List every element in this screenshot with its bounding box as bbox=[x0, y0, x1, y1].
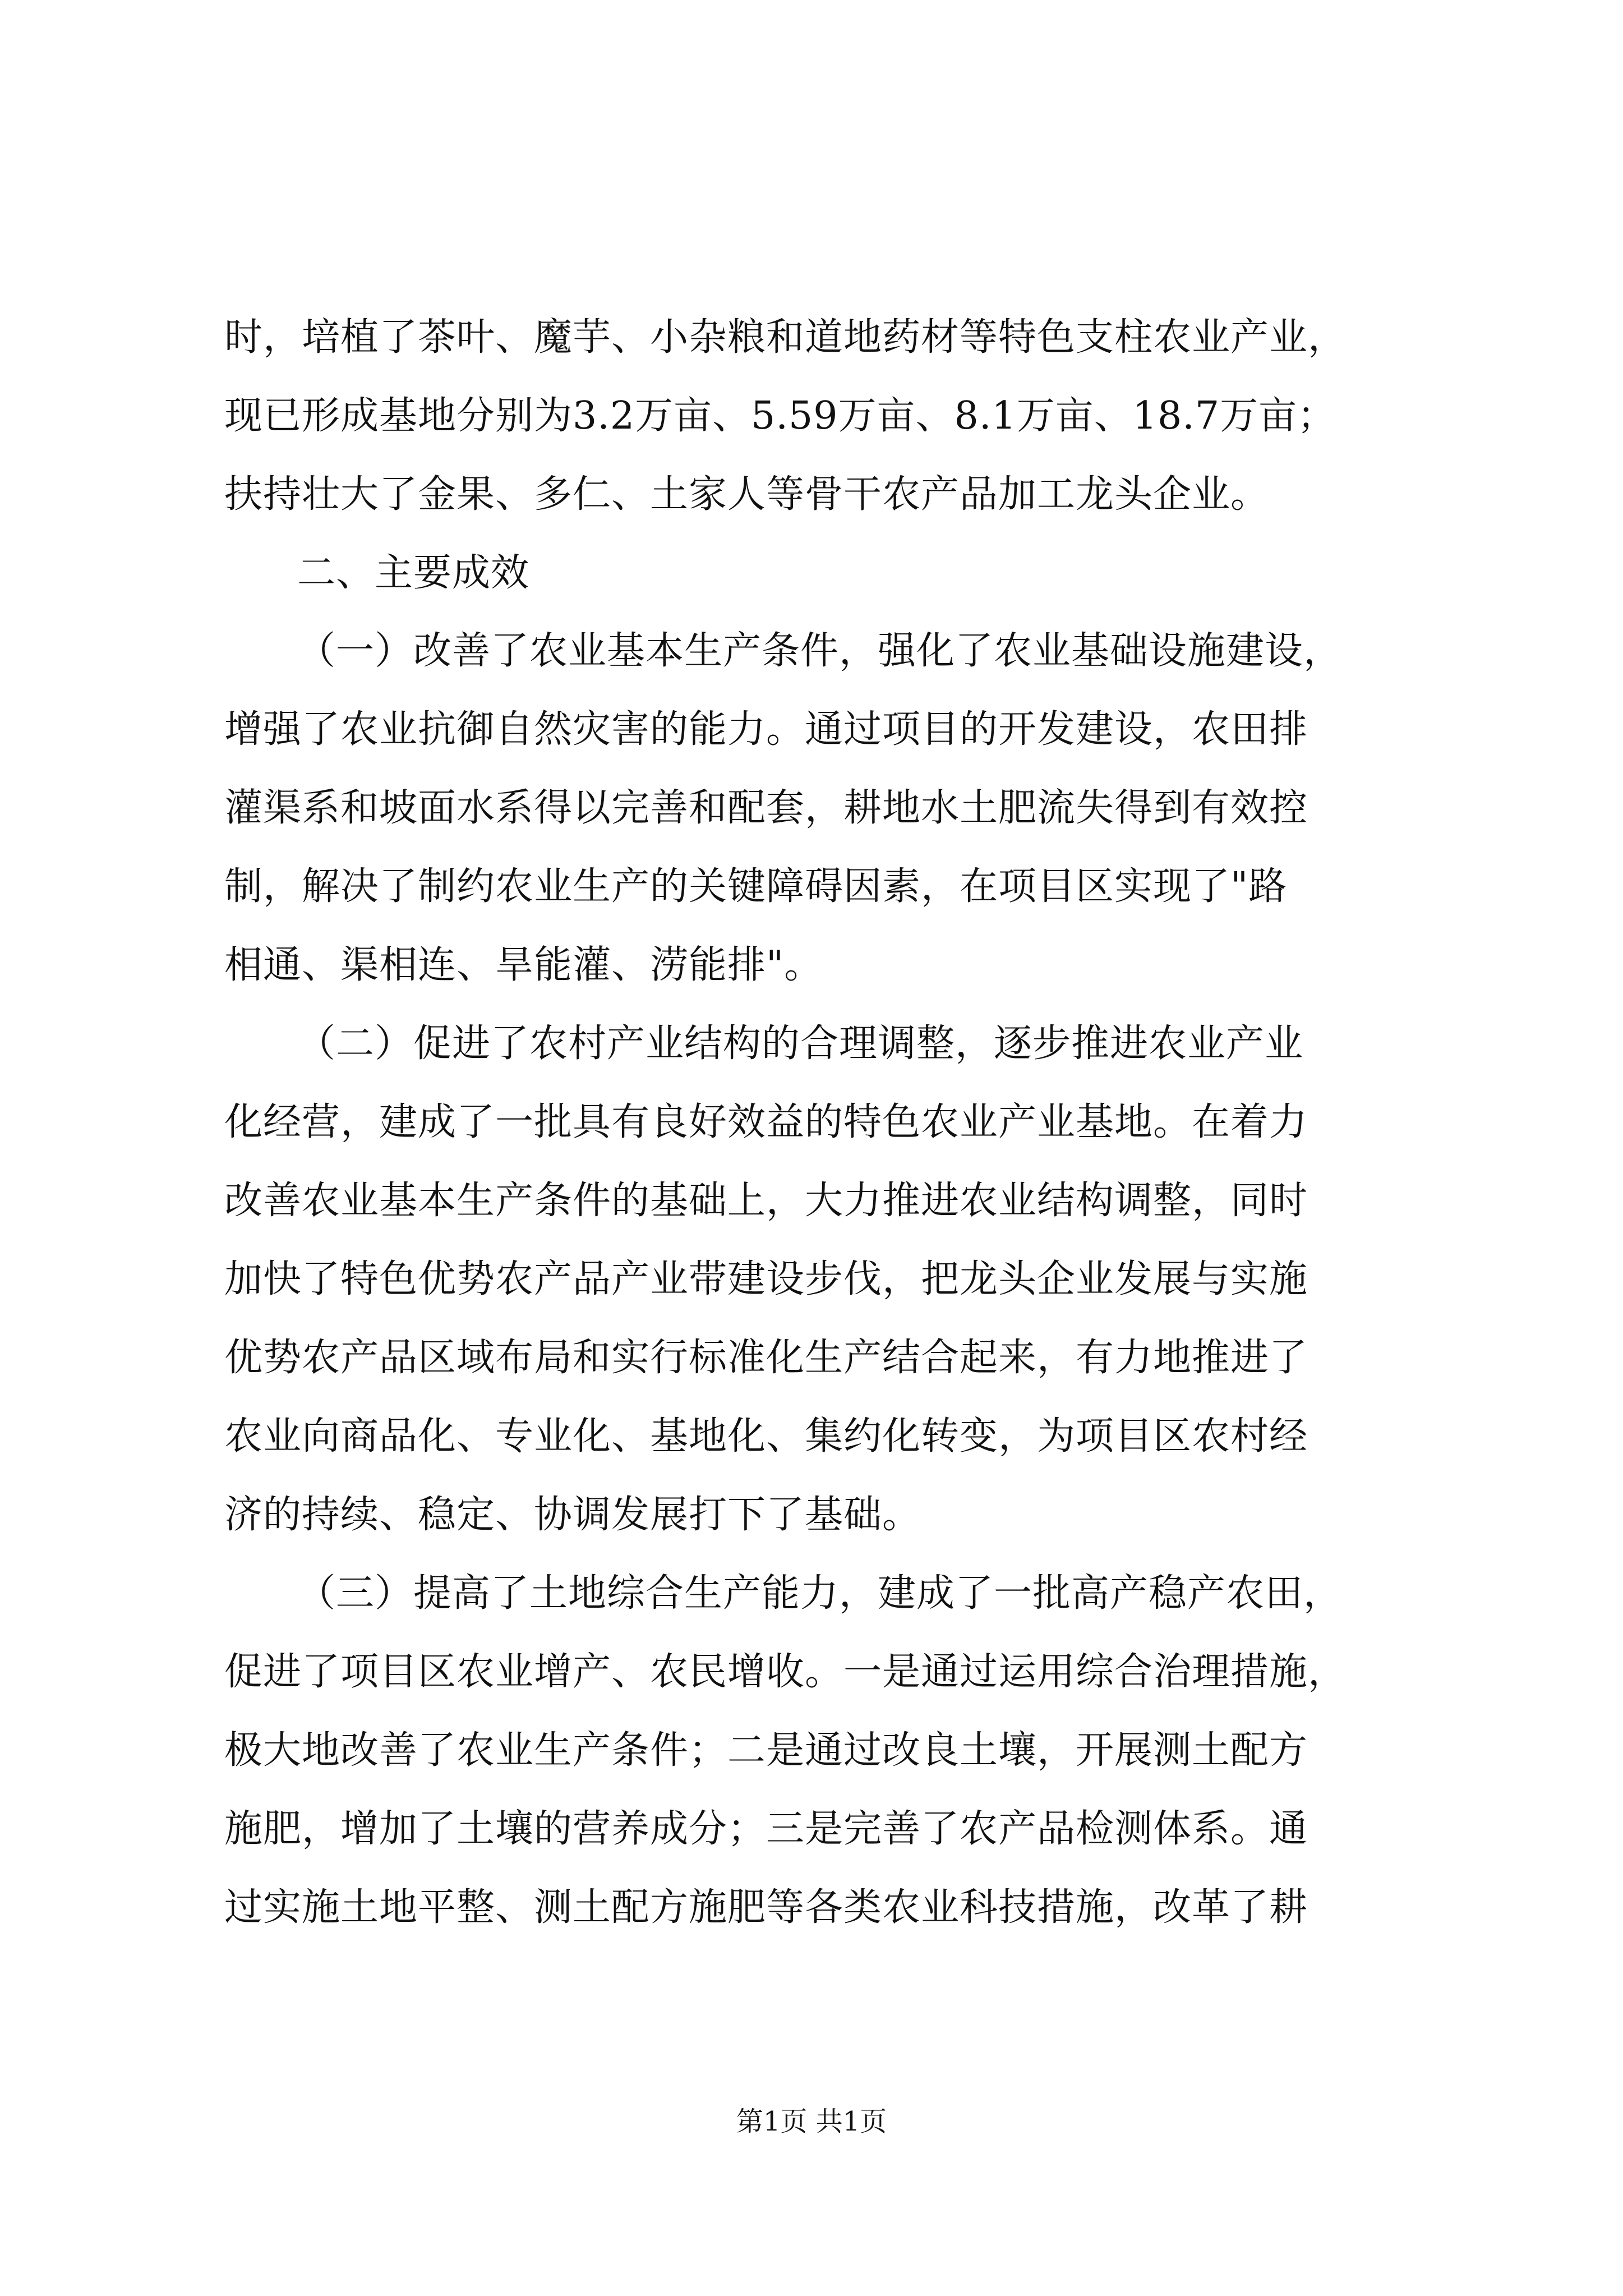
text-line: （二）促进了农村产业结构的合理调整，逐步推进农业产业 bbox=[297, 1022, 1304, 1066]
text-line: 济的持续、稳定、协调发展打下了基础。 bbox=[224, 1493, 921, 1537]
text-line: 改善农业基本生产条件的基础上，大力推进农业结构调整，同时 bbox=[224, 1179, 1308, 1223]
text-line: 现已形成基地分别为3.2万亩、5.59万亩、8.1万亩、18.7万亩； bbox=[224, 394, 1336, 438]
text-line: 优势农产品区域布局和实行标准化生产结合起来，有力地推进了 bbox=[224, 1336, 1308, 1380]
text-line: 扶持壮大了金果、多仁、土家人等骨干农产品加工龙头企业。 bbox=[224, 472, 1270, 517]
text-line: 农业向商品化、专业化、基地化、集约化转变，为项目区农村经 bbox=[224, 1414, 1308, 1458]
text-line: 加快了特色优势农产品产业带建设步伐，把龙头企业发展与实施 bbox=[224, 1257, 1308, 1301]
text-line: 相通、渠相连、旱能灌、涝能排"。 bbox=[224, 943, 823, 987]
page-number-footer: 第1页 共1页 bbox=[736, 2106, 887, 2137]
text-line: 极大地改善了农业生产条件；二是通过改良土壤，开展测土配方 bbox=[224, 1728, 1308, 1773]
section-heading: 二、主要成效 bbox=[297, 551, 530, 595]
text-line: 时，培植了茶叶、魔芋、小杂粮和道地药材等特色支柱农业产业， bbox=[224, 315, 1347, 360]
text-line: 增强了农业抗御自然灾害的能力。通过项目的开发建设，农田排 bbox=[224, 707, 1308, 752]
text-line: 过实施土地平整、测土配方施肥等各类农业科技措施，改革了耕 bbox=[224, 1885, 1308, 1930]
text-line: （三）提高了土地综合生产能力，建成了一批高产稳产农田， bbox=[297, 1571, 1343, 1616]
text-line: 化经营，建成了一批具有良好效益的特色农业产业基地。在着力 bbox=[224, 1100, 1308, 1144]
text-line: （一）改善了农业基本生产条件，强化了农业基础设施建设， bbox=[297, 629, 1343, 673]
text-line: 制，解决了制约农业生产的关键障碍因素，在项目区实现了"路 bbox=[224, 864, 1288, 909]
text-line: 施肥，增加了土壤的营养成分；三是完善了农产品检测体系。通 bbox=[224, 1807, 1308, 1851]
text-line: 灌渠系和坡面水系得以完善和配套，耕地水土肥流失得到有效控 bbox=[224, 786, 1308, 830]
text-line: 促进了项目区农业增产、农民增收。一是通过运用综合治理措施， bbox=[224, 1650, 1347, 1694]
